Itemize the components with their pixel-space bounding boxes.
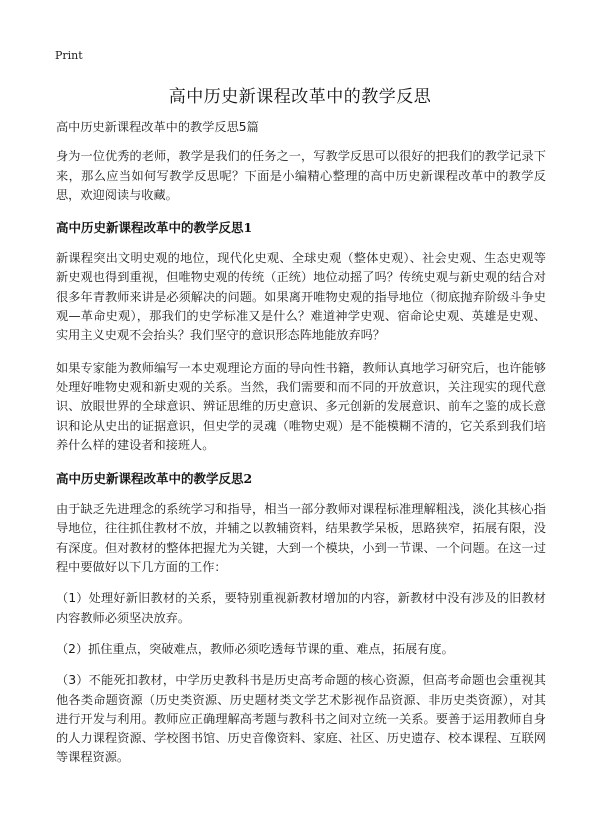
section-2-list-item-1: （1）处理好新旧教材的关系，要特别重视新教材增加的内容，新教材中没有涉及的旧教材内容教师必须坚决放弃。 xyxy=(56,591,546,625)
section-2-paragraph-1: 由于缺乏先进理念的系统学习和指导，相当一部分教师对课程标准理解粗浅，淡化其核心指导地位，往往抓住教材不放，并辅之以教辅资料，结果教学呆板，思路狭窄，拓展有限，没有深度。但对教材的整体把握尤为关键，大到一个模块，小到一节课、一个问题。在这一过程中要做好以下几方面的工作： xyxy=(56,502,546,575)
intro-paragraph: 身为一位优秀的老师，教学是我们的任务之一，写教学反思可以很好的把我们的教学记录下来，那么应当如何写教学反思呢？下面是小编精心整理的高中历史新课程改革中的教学反思，欢迎阅读与收藏。 xyxy=(56,149,546,202)
section-1-paragraph-2: 如果专家能为教师编写一本史观理论方面的导向性书籍，教师认真地学习研究后，也许能够处理好唯物史观和新史观的关系。当然，我们需要和而不同的开放意识，关注现实的现代意识、放眼世界的全球意识、辨证思维的历史意识、多元创新的发展意识、前车之鉴的成长意识和论从史出的证据意识，但史学的灵魂（唯物史观）是不能模糊不清的，它关系到我们培养什么样的建设者和接班人。 xyxy=(56,360,546,452)
section-1-heading: 高中历史新课程改革中的教学反思1 xyxy=(56,220,253,236)
section-2-list-item-2: （2）抓住重点，突破难点，教师必须吃透每节课的重、难点，拓展有度。 xyxy=(56,641,454,656)
section-1-paragraph-1: 新课程突出文明史观的地位，现代化史观、全球史观（整体史观）、社会史观、生态史观等新史观也得到重视，但唯物史观的传统（正统）地位动摇了吗？传统史观与新史观的结合对很多年青教师来讲是必须解决的问题。如果离开唯物史观的指导地位（彻底抛弃阶级斗争史观—革命史观），那我们的史学标准又是什么？难道神学史观、宿命论史观、英雄是史观、实用主义史观不会抬头？我们坚守的意识形态阵地能放弃吗？ xyxy=(56,251,546,343)
document-subtitle: 高中历史新课程改革中的教学反思5篇 xyxy=(56,120,259,134)
section-2-list-item-3: （3）不能死扣教材，中学历史教科书是历史高考命题的核心资源，但高考命题也会重视其他各类命题资源（历史类资源、历史题材类文学艺术影视作品资源、非历史类资源），对其进行开发与利用。教师应正确理解高考题与教科书之间对立统一关系。要善于运用教师自身的人力课程资源、学校图书馆、历史音像资料、家庭、社区、历史遗存、校本课程、互联网等课程资源。 xyxy=(56,673,546,765)
print-button[interactable]: Print xyxy=(55,49,83,62)
document-body xyxy=(56,118,546,768)
section-2-heading: 高中历史新课程改革中的教学反思2 xyxy=(56,471,253,487)
page-title: 高中历史新课程改革中的教学反思 xyxy=(168,87,432,107)
